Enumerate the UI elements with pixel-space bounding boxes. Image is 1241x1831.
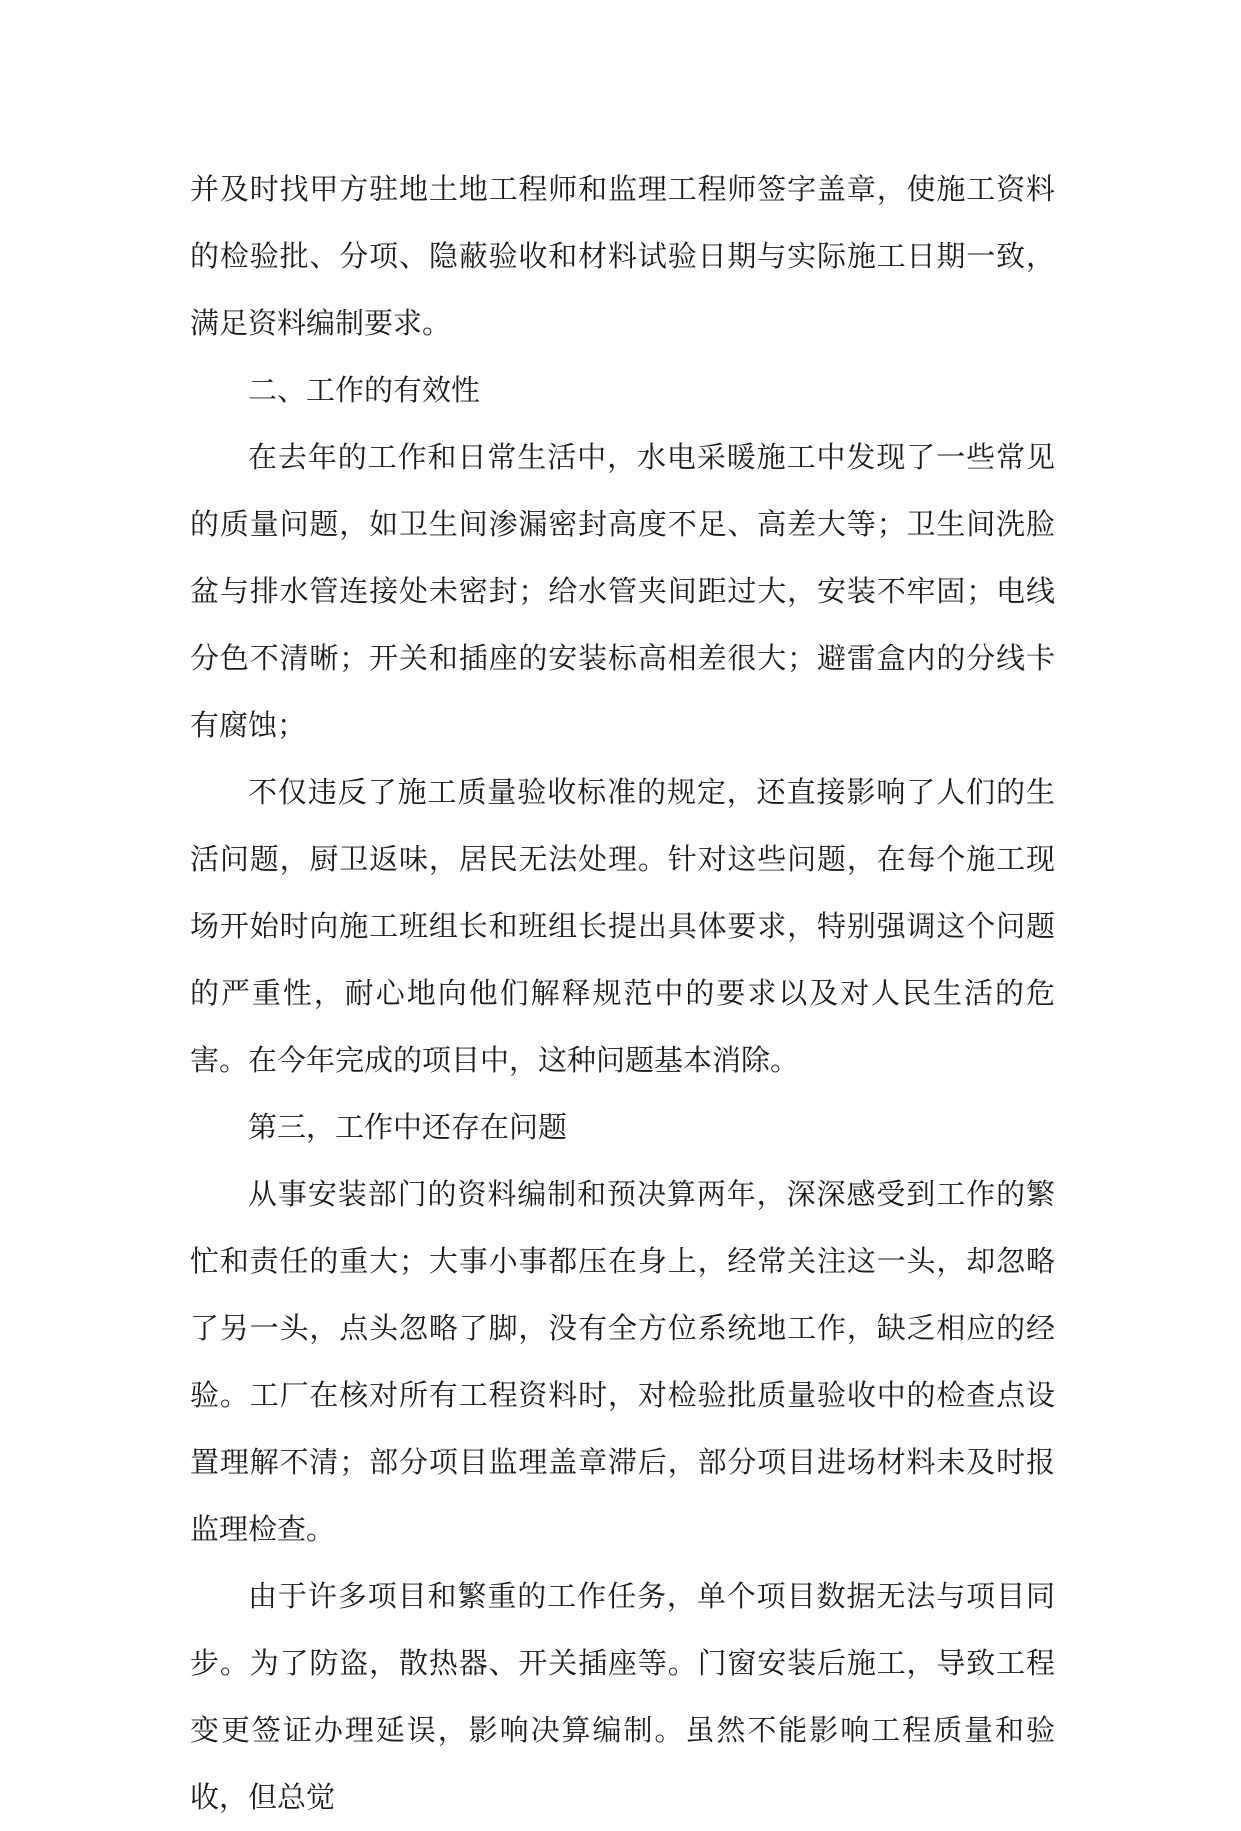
paragraph-measures: 不仅违反了施工质量验收标准的规定，还直接影响了人们的生活问题，厨卫返味，居民无法处理。针对这些问题，在每个施工现场开始时向施工班组长和班组长提出具体要求，特别强调这个问题的严重性，耐心地向他们解释规范中的要求以及对人民生活的危害。在今年完成的项目中，这种问题基本消除。 xyxy=(190,775,1055,1077)
document-body xyxy=(190,156,1055,1831)
paragraph-project-sync: 由于许多项目和繁重的工作任务，单个项目数据无法与项目同步。为了防盗，散热器、开关插座等。门窗安装后施工，导致工程变更签证办理延误，影响决算编制。虽然不能影响工程质量和验收，但总觉 xyxy=(190,1579,1055,1814)
paragraph-quality-problems: 在去年的工作和日常生活中，水电采暖施工中发现了一些常见的质量问题，如卫生间渗漏密封高度不足、高差大等；卫生间洗脸盆与排水管连接处未密封；给水管夹间距过大，安装不牢固；电线分色不清晰；开关和插座的安装标高相差很大；避雷盒内的分线卡有腐蚀； xyxy=(190,440,1055,742)
section-heading-existing-problems: 第三，工作中还存在问题 xyxy=(248,1110,568,1144)
paragraph-work-experience: 从事安装部门的资料编制和预决算两年，深深感受到工作的繁忙和责任的重大；大事小事都压在身上，经常关注这一头，却忽略了另一头，点头忽略了脚，没有全方位系统地工作，缺乏相应的经验。工厂在核对所有工程资料时，对检验批质量验收中的检查点设置理解不清；部分项目监理盖章滞后，部分项目进场材料未及时报监理检查。 xyxy=(190,1177,1055,1546)
section-heading-effectiveness: 二、工作的有效性 xyxy=(248,373,481,407)
paragraph-continued: 并及时找甲方驻地土地工程师和监理工程师签字盖章，使施工资料的检验批、分项、隐蔽验收和材料试验日期与实际施工日期一致，满足资料编制要求。 xyxy=(190,172,1055,340)
